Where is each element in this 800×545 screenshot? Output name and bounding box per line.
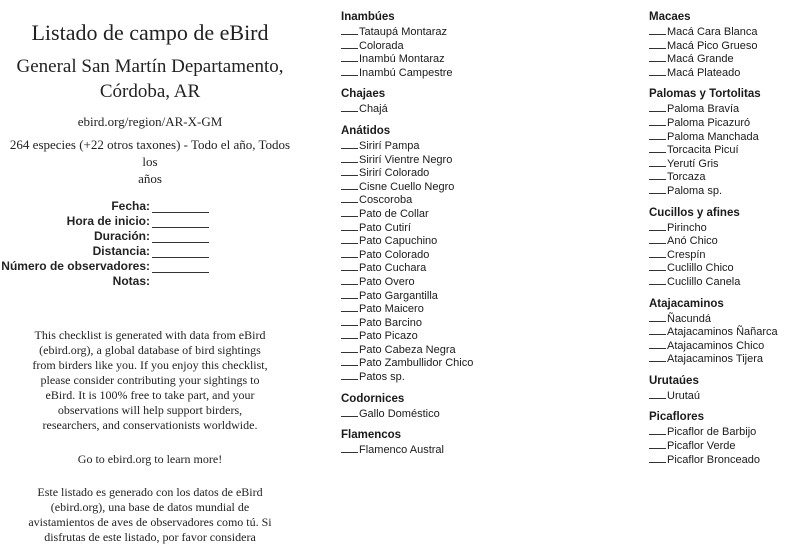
form-field-label: Duración: [93, 229, 150, 243]
species-tally-blank[interactable] [341, 24, 358, 35]
species-name: Pato Cuchara [359, 262, 427, 275]
region-name-line1: General San Martín Departamento, [16, 56, 284, 77]
form-row [0, 213, 300, 228]
species-group [341, 428, 631, 456]
species-tally-blank[interactable] [341, 51, 358, 62]
species-row [649, 220, 800, 234]
species-row [341, 38, 631, 52]
species-row [649, 142, 800, 156]
species-tally-blank[interactable] [649, 183, 666, 194]
species-name: Urutaú [667, 389, 701, 402]
species-tally-blank[interactable] [341, 179, 358, 190]
species-row [341, 355, 631, 369]
species-name: Picaflor Verde [667, 440, 736, 453]
paragraph-line: from birders like you. If you enjoy this checklist, [32, 358, 268, 372]
species-row [649, 156, 800, 170]
species-row [341, 342, 631, 356]
species-tally-blank[interactable] [341, 288, 358, 299]
species-row [341, 220, 631, 234]
species-group-title: Palomas y Tortolitas [649, 88, 761, 101]
species-group-title: Cucillos y afines [649, 206, 740, 219]
species-count-line1: 264 especies (+22 otros taxones) - Todo el año, Todos los [9, 137, 291, 169]
form-field-label: Hora de inicio: [66, 214, 150, 228]
species-name: Colorada [359, 39, 404, 52]
page-title: Listado de campo de eBird [31, 20, 269, 45]
species-tally-blank[interactable] [649, 260, 666, 271]
species-tally-blank[interactable] [341, 369, 358, 380]
species-name: Paloma Bravía [667, 103, 740, 116]
species-name: Flamenco Austral [359, 444, 444, 457]
species-name: Inambú Campestre [359, 66, 453, 79]
species-group-title: Anátidos [341, 124, 391, 137]
species-row [649, 351, 800, 365]
paragraph-line: eBird. It is 100% free to take part, and your [45, 388, 255, 402]
species-name: Ñacundá [667, 312, 712, 325]
species-name: Pato Cabeza Negra [359, 343, 456, 356]
species-group [341, 10, 631, 78]
species-name: Cuclillo Canela [667, 275, 741, 288]
species-tally-blank[interactable] [341, 328, 358, 339]
paragraph-line: please consider contributing your sightings to [40, 373, 260, 387]
species-name: Paloma Manchada [667, 130, 759, 143]
species-name: Pirincho [667, 221, 707, 234]
species-row [341, 260, 631, 274]
species-row [649, 260, 800, 274]
species-name: Pato Maicero [359, 303, 424, 316]
form-row [0, 228, 300, 243]
species-tally-blank[interactable] [649, 247, 666, 258]
species-name: Picaflor Bronceado [667, 453, 760, 466]
species-tally-blank[interactable] [649, 351, 666, 362]
species-name: Yerutí Gris [667, 157, 719, 170]
species-row [341, 51, 631, 65]
species-row [649, 129, 800, 143]
species-tally-blank[interactable] [341, 406, 358, 417]
species-row [649, 388, 800, 402]
species-tally-blank[interactable] [649, 233, 666, 244]
info-paragraph-es [15, 485, 285, 545]
species-row [649, 65, 800, 79]
species-tally-blank[interactable] [341, 152, 358, 163]
species-row [341, 233, 631, 247]
species-tally-blank[interactable] [341, 138, 358, 149]
paragraph-line: Este listado es generado con los datos de eBird [37, 485, 263, 499]
species-tally-blank[interactable] [341, 315, 358, 326]
species-name: Anó Chico [667, 235, 718, 248]
species-tally-blank[interactable] [341, 342, 358, 353]
species-row [341, 206, 631, 220]
form-field-label: Distancia: [92, 244, 150, 258]
species-tally-blank[interactable] [341, 101, 358, 112]
species-name: Tataupá Montaraz [359, 26, 448, 38]
species-row [341, 274, 631, 288]
species-name: Pato Picazo [359, 330, 418, 343]
form-field-label: Fecha: [111, 199, 150, 213]
species-row [341, 152, 631, 166]
species-name: Paloma Picazuró [667, 116, 751, 129]
species-tally-blank[interactable] [649, 51, 666, 62]
species-name: Pato Cutirí [359, 221, 411, 234]
species-group [649, 410, 800, 465]
info-paragraph-en [15, 328, 285, 433]
form-field-blank[interactable] [152, 260, 209, 273]
species-tally-blank[interactable] [341, 355, 358, 366]
species-row [649, 274, 800, 288]
species-name: Pato Gargantilla [359, 289, 438, 302]
species-count [0, 136, 300, 187]
species-group-title: Urutaúes [649, 374, 699, 387]
species-tally-blank[interactable] [341, 247, 358, 258]
observation-form [0, 198, 300, 288]
species-count-line2: años [138, 171, 162, 186]
species-name: Gallo Doméstico [359, 407, 440, 420]
species-tally-blank[interactable] [649, 169, 666, 180]
species-row [649, 424, 800, 438]
species-tally-blank[interactable] [649, 142, 666, 153]
species-tally-blank[interactable] [341, 220, 358, 231]
species-name: Macá Pico Grueso [667, 39, 758, 52]
species-row [649, 233, 800, 247]
species-name: Atajacaminos Ñañarca [667, 326, 778, 339]
species-name: Sirirí Pampa [359, 139, 420, 152]
species-row [341, 179, 631, 193]
form-field-blank[interactable] [152, 200, 209, 213]
paragraph-line: (ebird.org), una base de datos mundial de [50, 500, 250, 514]
species-name: Pato Barcino [359, 316, 422, 329]
species-row [341, 24, 631, 38]
species-name: Patos sp. [359, 371, 405, 384]
form-field-label: Notas: [112, 274, 150, 288]
paragraph-line: This checklist is generated with data from eBird [34, 328, 266, 342]
species-group [649, 374, 800, 402]
species-group [649, 297, 800, 365]
species-tally-blank[interactable] [649, 388, 666, 399]
form-row [0, 258, 300, 273]
form-field-blank[interactable] [152, 245, 209, 258]
species-tally-blank[interactable] [341, 233, 358, 244]
species-tally-blank[interactable] [649, 38, 666, 49]
species-name: Pato de Collar [359, 207, 429, 220]
species-tally-blank[interactable] [649, 129, 666, 140]
species-group-title: Atajacaminos [649, 297, 724, 310]
species-tally-blank[interactable] [341, 206, 358, 217]
species-name: Macá Cara Blanca [667, 26, 758, 38]
species-row [649, 51, 800, 65]
species-group [649, 10, 800, 78]
species-group-title: Macaes [649, 11, 691, 23]
paragraph-line: disfrutas de este listado, por favor considera [44, 530, 256, 544]
species-tally-blank[interactable] [341, 301, 358, 312]
species-row [341, 165, 631, 179]
species-name: Picaflor de Barbijo [667, 426, 757, 439]
species-tally-blank[interactable] [649, 452, 666, 463]
species-row [341, 301, 631, 315]
species-row [341, 406, 631, 420]
species-tally-blank[interactable] [341, 38, 358, 49]
region-name-line2: Córdoba, AR [99, 81, 201, 102]
learn-more-text: Go to ebird.org to learn more! [77, 452, 223, 466]
form-field-blank[interactable] [152, 276, 209, 288]
species-group-title: Picaflores [649, 411, 704, 424]
species-row [649, 324, 800, 338]
species-tally-blank[interactable] [649, 424, 666, 435]
species-group-title: Codornices [341, 392, 405, 405]
species-name: Crespín [667, 248, 706, 261]
species-row [649, 183, 800, 197]
species-row [341, 315, 631, 329]
species-row [341, 101, 631, 115]
species-group-title: Inambúes [341, 11, 395, 23]
species-tally-blank[interactable] [649, 438, 666, 449]
species-group [649, 87, 800, 196]
species-column-right [649, 10, 800, 465]
species-row [649, 311, 800, 325]
species-row [341, 247, 631, 261]
species-tally-blank[interactable] [341, 65, 358, 76]
checklist-info-column [0, 0, 300, 544]
form-row [0, 243, 300, 258]
species-row [649, 438, 800, 452]
form-field-blank[interactable] [152, 230, 209, 243]
form-row [0, 273, 300, 288]
species-group [341, 124, 631, 383]
species-tally-blank[interactable] [649, 156, 666, 167]
paragraph-line: observations will help support birders, [57, 403, 243, 417]
species-tally-blank[interactable] [341, 165, 358, 176]
species-tally-blank[interactable] [341, 260, 358, 271]
species-row [341, 65, 631, 79]
form-field-label: Número de observadores: [1, 259, 150, 273]
species-group-title: Chajaes [341, 88, 386, 101]
species-tally-blank[interactable] [649, 324, 666, 335]
paragraph-line: avistamientos de aves de observadores como tú. Si [28, 515, 272, 529]
paragraph-line: (ebird.org), a global database of bird sightings [39, 343, 261, 357]
species-name: Torcaza [667, 171, 706, 184]
species-column-middle [341, 10, 631, 456]
species-group-title: Flamencos [341, 429, 402, 442]
species-tally-blank[interactable] [341, 192, 358, 203]
paragraph-line: researchers, and conservationists worldwide. [42, 418, 258, 432]
species-name: Torcacita Picuí [667, 144, 739, 157]
species-name: Chajá [359, 103, 388, 116]
species-name: Cisne Cuello Negro [359, 180, 455, 193]
species-row [649, 38, 800, 52]
species-tally-blank[interactable] [649, 115, 666, 126]
species-row [341, 138, 631, 152]
species-group [649, 206, 800, 288]
species-row [649, 247, 800, 261]
species-group [341, 87, 631, 115]
species-name: Atajacaminos Chico [667, 339, 765, 352]
species-row [341, 369, 631, 383]
species-name: Sirirí Colorado [359, 167, 430, 180]
species-name: Paloma sp. [667, 184, 723, 197]
species-row [649, 24, 800, 38]
species-name: Sirirí Vientre Negro [359, 153, 453, 166]
species-tally-blank[interactable] [649, 220, 666, 231]
species-name: Cuclillo Chico [667, 262, 734, 275]
species-row [341, 328, 631, 342]
species-tally-blank[interactable] [649, 24, 666, 35]
species-row [341, 442, 631, 456]
species-row [649, 169, 800, 183]
species-tally-blank[interactable] [649, 311, 666, 322]
species-name: Pato Overo [359, 275, 415, 288]
species-tally-blank[interactable] [649, 65, 666, 76]
species-row [341, 192, 631, 206]
species-name: Pato Colorado [359, 248, 430, 261]
species-name: Pato Zambullidor Chico [359, 357, 474, 370]
species-row [649, 101, 800, 115]
region-url: ebird.org/region/AR-X-GM [77, 114, 223, 129]
species-name: Inambú Montaraz [359, 53, 445, 66]
region-name [0, 54, 300, 104]
species-tally-blank[interactable] [649, 338, 666, 349]
species-name: Macá Grande [667, 53, 734, 66]
species-tally-blank[interactable] [341, 442, 358, 453]
species-name: Coscoroba [359, 194, 413, 207]
species-row [649, 338, 800, 352]
species-tally-blank[interactable] [649, 101, 666, 112]
species-row [341, 288, 631, 302]
species-name: Atajacaminos Tijera [667, 353, 763, 366]
form-row [0, 198, 300, 213]
species-name: Macá Plateado [667, 66, 741, 79]
form-field-blank[interactable] [152, 215, 209, 228]
species-name: Pato Capuchino [359, 235, 438, 248]
species-tally-blank[interactable] [649, 274, 666, 285]
species-row [649, 452, 800, 466]
species-row [649, 115, 800, 129]
species-tally-blank[interactable] [341, 274, 358, 285]
species-group [341, 392, 631, 420]
